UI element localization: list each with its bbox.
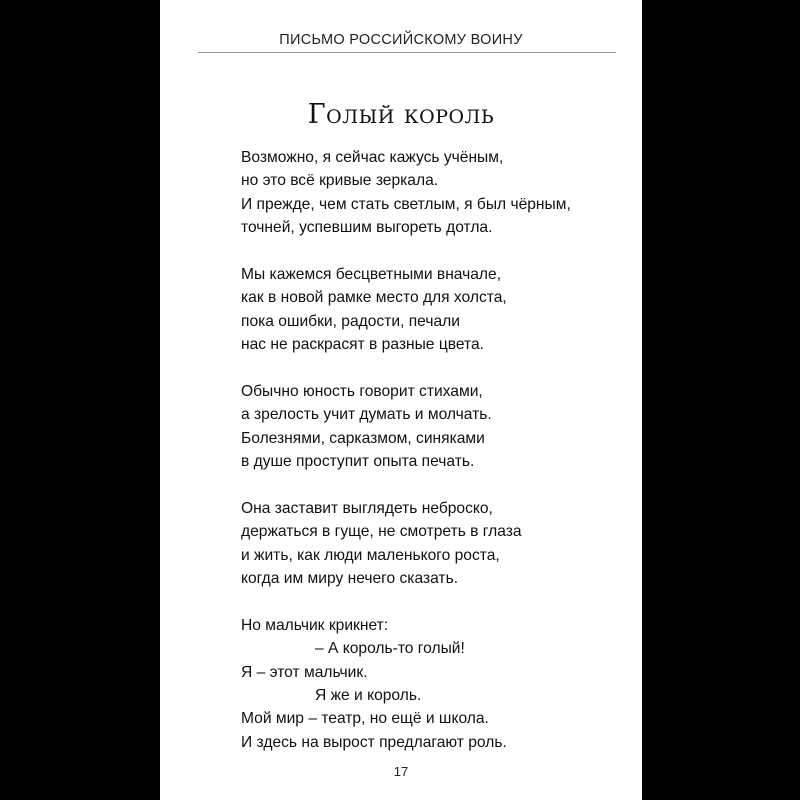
poem-line: а зрелость учит думать и молчать. <box>241 406 492 424</box>
poem-line: Я – этот мальчик. <box>241 663 368 681</box>
poem-line: Мы кажемся бесцветными вначале, <box>241 265 502 283</box>
poem-line: держаться в гуще, не смотреть в глаза <box>241 523 522 541</box>
page-number: 17 <box>393 764 409 779</box>
poem-line: нас не раскрасят в разные цвета. <box>241 336 484 354</box>
poem-line: Возможно, я сейчас кажусь учёным, <box>241 149 504 166</box>
poem-line: как в новой рамке место для холста, <box>241 289 507 307</box>
scan-border-right <box>642 0 800 800</box>
poem-line: Болезнями, сарказмом, синяками <box>241 429 485 447</box>
poem-line: И здесь на вырост предлагают роль. <box>241 733 507 751</box>
poem-line-indented: – А король-то голый! <box>315 640 465 658</box>
stanza-2 <box>241 263 641 357</box>
poem-line: когда им миру нечего сказать. <box>241 570 459 588</box>
poem-line: Обычно юность говорит стихами, <box>241 382 483 400</box>
poem-line: точней, успевшим выгореть дотла. <box>241 219 493 237</box>
poem-line: Но мальчик крикнет: <box>241 616 389 634</box>
poem-line: и жить, как люди маленького роста, <box>241 546 500 564</box>
scan-border-left <box>0 0 160 800</box>
poem-line: в душе проступит опыта печать. <box>241 453 475 471</box>
poem-line: пока ошибки, радости, печали <box>241 312 460 330</box>
poem-line: И прежде, чем стать светлым, я был чёрным, <box>241 195 571 213</box>
stanza-5 <box>241 614 641 754</box>
header-divider <box>198 52 616 53</box>
stanza-3 <box>241 380 641 474</box>
poem-line: но это всё кривые зеркала. <box>241 172 439 190</box>
poem-title: Голый король <box>307 99 495 130</box>
poem-line-indented: Я же и король. <box>315 686 422 704</box>
poem-line: Мой мир – театр, но ещё и школа. <box>241 710 489 728</box>
poem-body <box>241 146 641 754</box>
running-head: ПИСЬМО РОССИЙСКОМУ ВОИНУ <box>279 32 523 48</box>
book-page <box>160 0 642 800</box>
stanza-4 <box>241 497 641 591</box>
stanza-1 <box>241 146 641 240</box>
poem-line: Она заставит выглядеть неброско, <box>241 499 493 517</box>
